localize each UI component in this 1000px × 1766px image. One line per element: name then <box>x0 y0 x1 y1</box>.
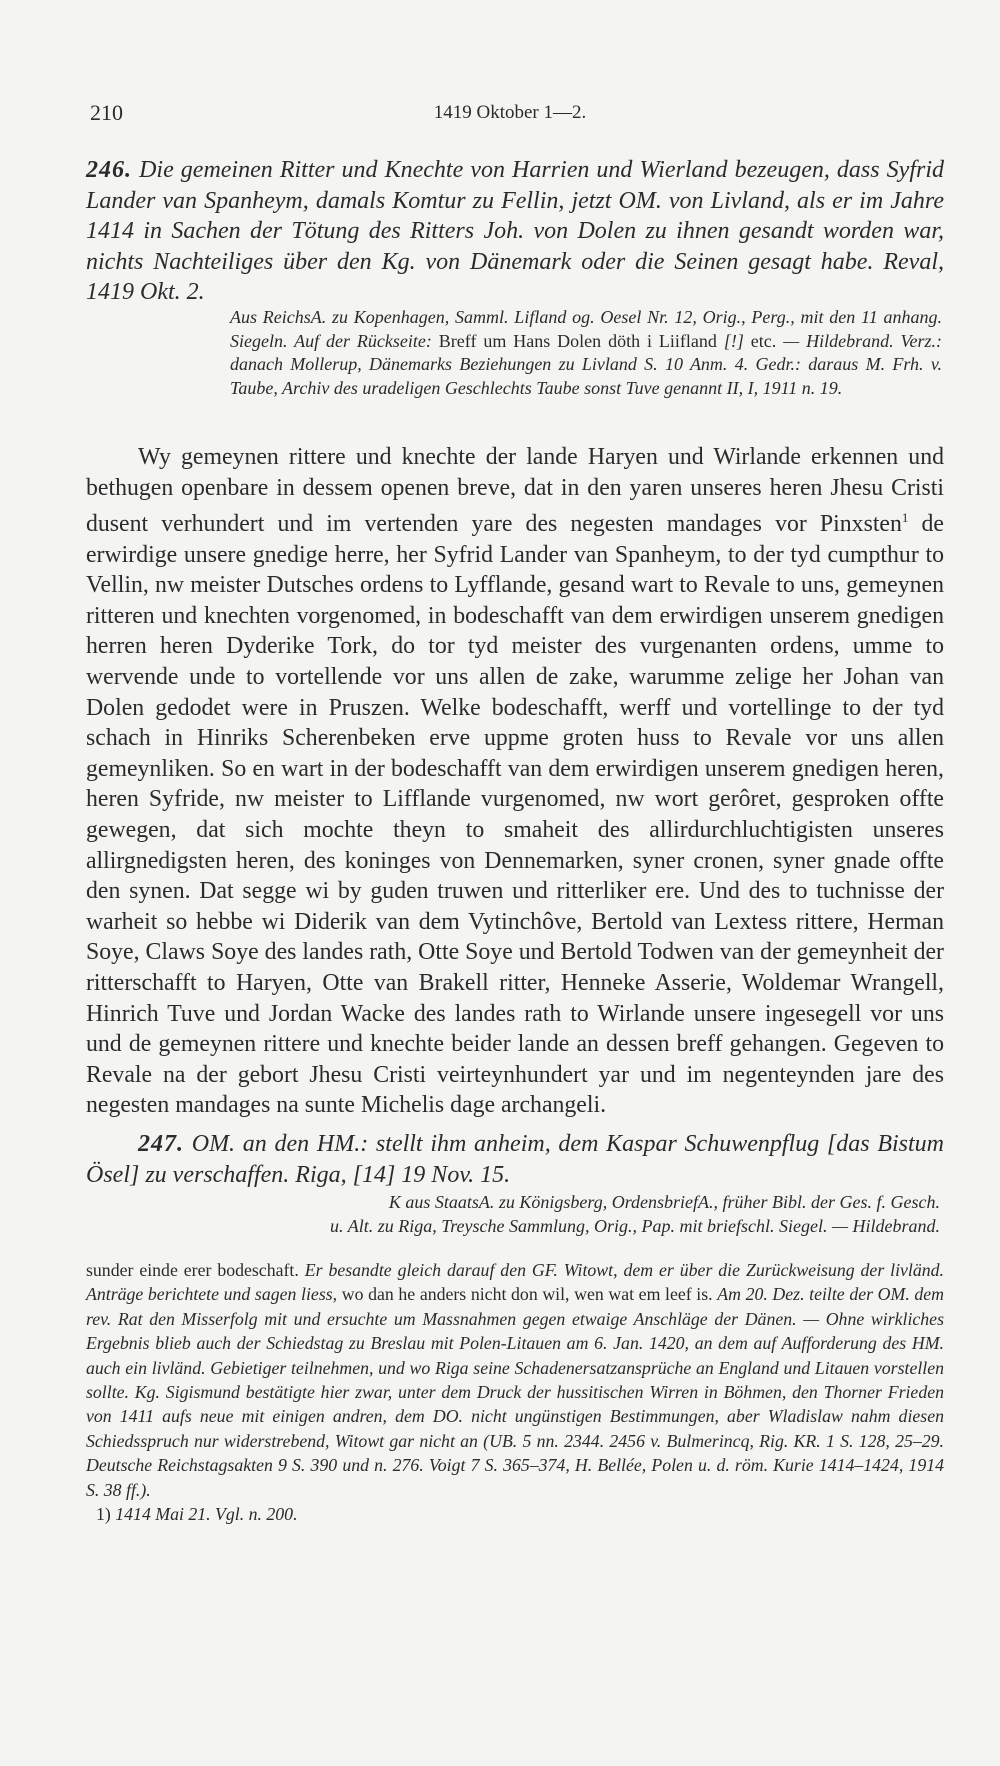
entry-number: 246. <box>86 157 132 183</box>
entry-number: 247. <box>138 1131 184 1157</box>
footnote-1 <box>86 1502 944 1526</box>
source-note-line: K aus StaatsA. zu Königsberg, OrdensbriefA., früher Bibl. der Ges. f. Gesch. <box>388 1192 940 1212</box>
page-number: 210 <box>90 100 123 125</box>
etc-text: etc. <box>750 330 777 351</box>
running-head: 1419 Oktober 1—2. <box>433 102 587 123</box>
footnote-continued: sunder einde erer bodeschaft. Er besandte gleich darauf den GF. Witowt, dem er über die Zurückweisung der livländ. Anträge berichtete und sagen liess, wo dan he anders nicht don wil, wen wat em leef is. Am 20. Dez. teilte der OM. dem rev. Rat den Misserfolg mit und ersuchte um Massnahmen gegen etwaige Anschläge der Dänen. — Ohne wirkliches Ergebnis blieb auch der Schiedstag zu Breslau mit Polen-Litauen am 6. Jan. 1420, an dem auf Aufforderung des HM. auch ein livländ. Gebietiger teilnehmen, und wo Riga seine Schadenersatzansprüche an England und Litauen vorstellen sollte. Kg. Sigismund bestätigte hier zwar, unter dem Druck der hussitischen Wirren in Böhmen, den Thorner Frieden von 1411 aufs neue mit einigen andren, dem DO. nicht ungünstigen Bestimmungen, aber Wladislaw nahm diesen Schiedsspruch nur widerstrebend, Witowt gar nicht an (UB. 5 nn. 2344. 2456 v. Bulmerincq, Rig. KR. 1 S. 128, 25–29. Deutsche Reichstagsakten 9 S. 390 und n. 276. Voigt 7 S. 365–374, H. Bellée, Polen u. d. röm. Kurie 1414–1424, 1914 S. 38 ff.). <box>86 1260 945 1500</box>
entry-246-heading <box>86 155 944 308</box>
entry-summary: OM. an den HM.: stellt ihm anheim, dem Kaspar Schuwenpflug [das Bistum Ösel] zu verschaffen. Riga, [14] 19 Nov. 15. <box>86 1131 945 1188</box>
footnote-marker: 1) <box>96 1504 111 1525</box>
source-note-line: u. Alt. zu Riga, Treysche Sammlung, Orig., Pap. mit briefschl. Siegel. — Hildebrand. <box>330 1215 940 1236</box>
endorsement-quote: Breff um Hans Dolen döth i Liifland <box>438 330 717 351</box>
footnotes <box>86 1258 944 1526</box>
source-note-part: Aus ReichsA. zu Kopenhagen, Samml. Lifland og. Oesel Nr. 12, Orig., Perg., mit den 11 anhang. Siegeln. Auf der Rückseite: <box>230 307 942 351</box>
entry-246-body <box>86 442 944 1121</box>
sic-mark: [!] <box>723 330 744 351</box>
entry-246-source-note <box>230 306 942 400</box>
entry-247-source-note <box>180 1191 940 1238</box>
entry-summary: Die gemeinen Ritter und Knechte von Harrien und Wierland bezeugen, dass Syfrid Lander van Spanheym, damals Komtur zu Fellin, jetzt OM. von Livland, als er im Jahre 1414 in Sachen der Tötung des Ritters Joh. von Dolen zu ihnen gesandt worden war, nichts Nachteiliges über den Kg. von Dänemark oder die Seinen gesagt habe. Reval, 1419 Okt. 2. <box>86 157 945 305</box>
source-note-part: — Hildebrand. Verz.: danach Mollerup, Dänemarks Beziehungen zu Livland S. 10 Anm. 4. Gedr.: daraus M. Frh. v. Taube, Archiv des uradeligen Geschlechts Taube sonst Tuve genannt II, I, 1911 n. 19. <box>230 330 943 398</box>
entry-247-heading <box>86 1129 944 1190</box>
footnote-reference: 1 <box>901 510 909 526</box>
page-header <box>90 100 930 134</box>
footnote-text: 1414 Mai 21. Vgl. n. 200. <box>115 1504 298 1525</box>
charter-text: Wy gemeynen rittere und knechte der lande Haryen und Wirlande erkennen und bethugen openbare in dessem openen breve, dat in den yaren unseres heren Jhesu Cristi dusent verhundert und im vertenden yare des negesten mandages vor Pinxsten <box>86 444 944 538</box>
charter-text: de erwirdige unsere gnedige herre, her Syfrid Lander van Spanheym, to der tyd cumpthur to Vellin, nw meister Dutsches ordens to Lyfflande, gesand wart to Revale to uns, gemeynen ritteren und knechten vorgenomed, in bodeschafft van dem erwirdigen unserem gnedigen herren heren Dyderike Tork, do tor tyd meister des vurgenanten ordens, umme to wervende unde to vortellende vor uns allen de zake, warumme zelige her Johan van Dolen gedodet were in Pruszen. Welke bodeschafft, werff und vortellinge to der tyd schach in Hinriks Scherenbeken erve uppme groten huss to Revale vor uns allen gemeynliken. So en wart in der bodeschafft van dem erwirdigen unserem gnedigen heren, heren Syfride, nw meister to Lifflande vurgenomed, nw wort gerôret, gesproken offte gewegen, dat sich mochte theyn to smaheit des allirdurchluchtigisten unseres allirgnedigsten heren, des koninges von Dennemarken, syner cronen, syner gnade offte den synen. Dat segge wi by guden truwen und ritterliker ere. Und des to tuchnisse der warheit so hebbe wi Diderik van dem Vytinchôve, Bertold van Lextess rittere, Herman Soye, Claws Soye des landes rath, Otte Soye und Bertold Todwen van der gemeynheit der ritterschafft to Haryen, Otte van Brakell ritter, Henneke Asserie, Woldemar Wrangell, Hinrich Tuve und Jordan Wacke des landes rath to Wirlande unsere ingesegell vor uns und de gemeynen rittere und knechte beider lande an dessen breff gehangen. Gegeven to Revale na der gebort Jhesu Cristi veirteynhundert yar und im negenteynden jare des negesten mandages na sunte Michelis dage archangeli. <box>86 511 944 1119</box>
